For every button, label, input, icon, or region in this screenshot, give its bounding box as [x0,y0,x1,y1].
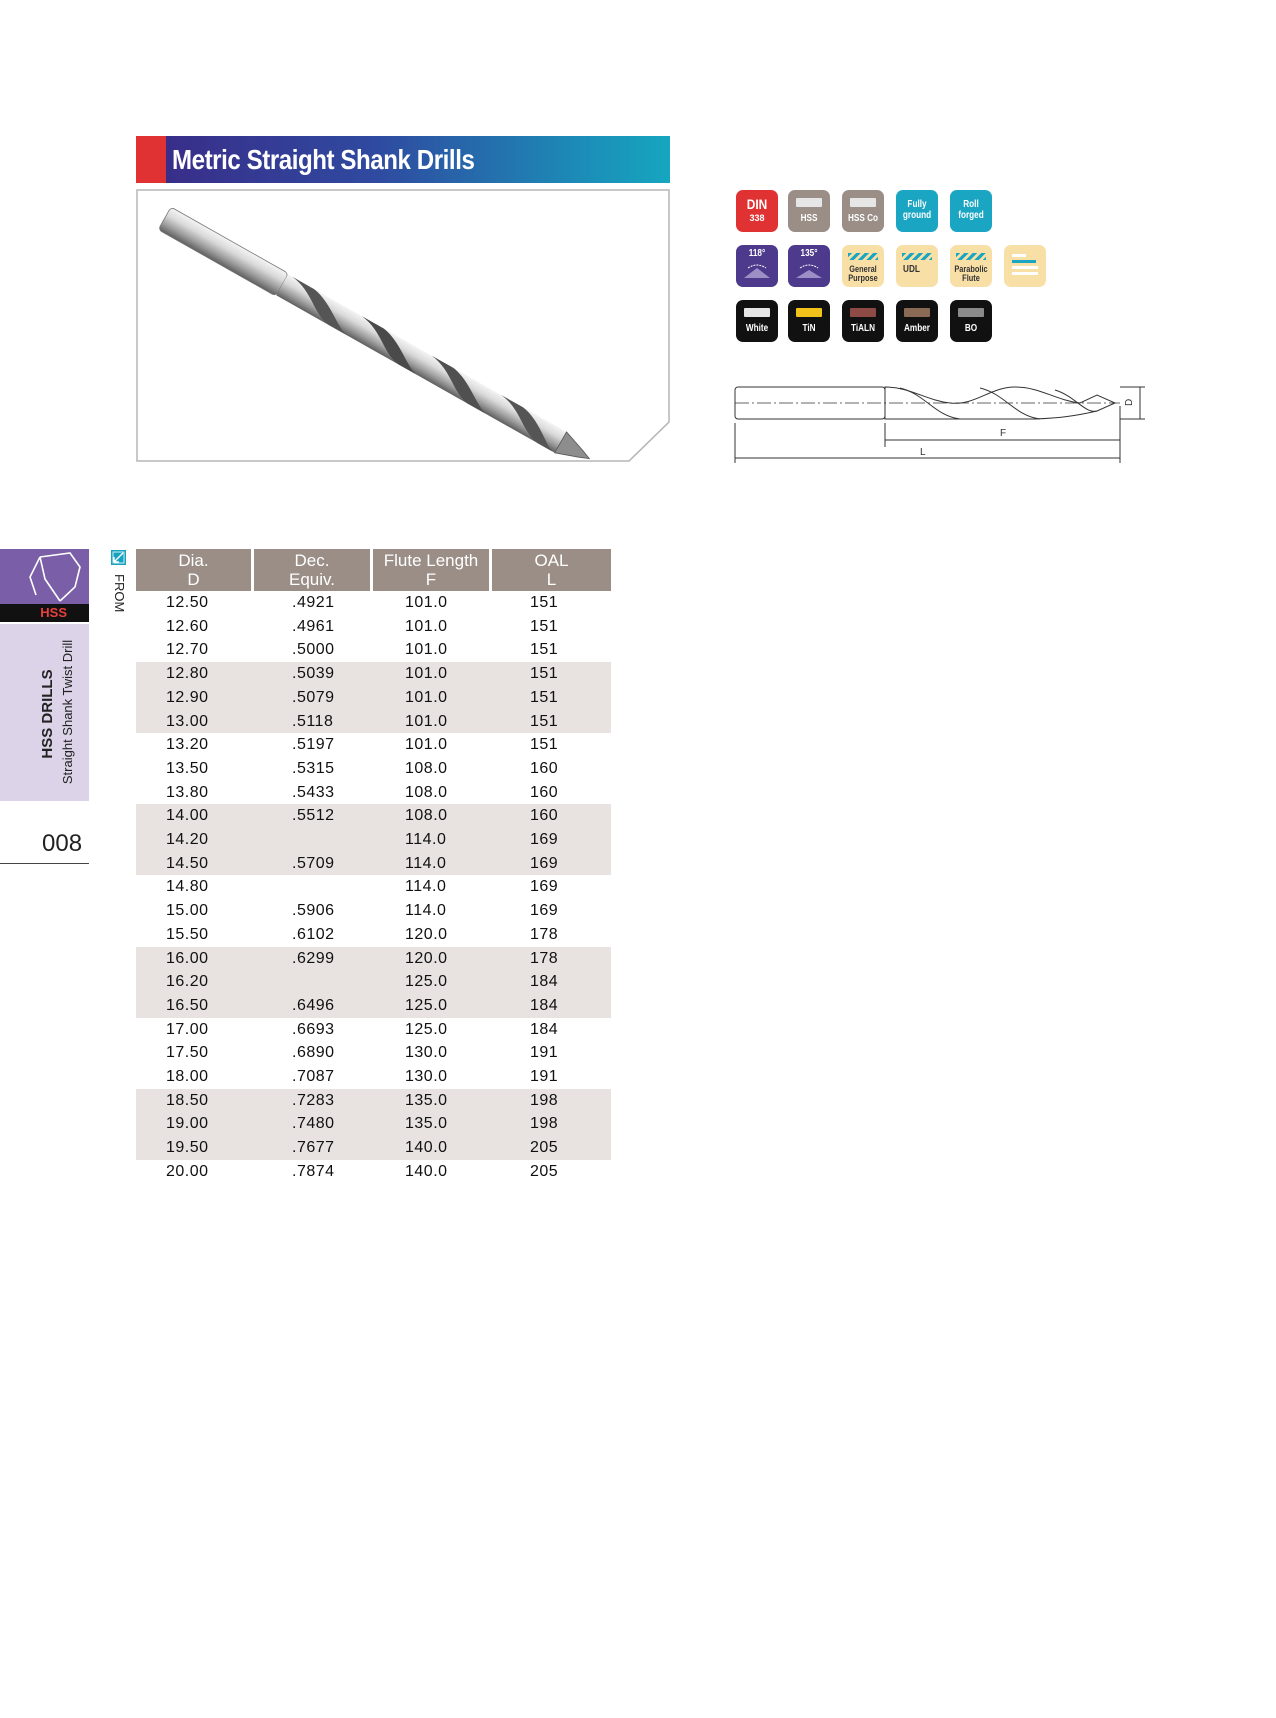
diameter-label: D [1124,398,1135,406]
cell-decimal-equivalent: .5079 [254,686,373,710]
cell-decimal-equivalent: .5709 [254,852,373,876]
cell-oal: 169 [492,852,611,876]
cell-oal: 151 [492,710,611,734]
header-diameter: Dia. D [136,549,254,591]
page-number: 008 [42,830,83,857]
cell-flute-length: 125.0 [405,1020,448,1038]
cell-decimal-equivalent: .5906 [292,902,335,920]
udl-icon [896,245,938,287]
table-row [136,1018,611,1042]
cell-oal: 169 [530,902,559,920]
cell-oal: 151 [530,617,559,635]
cell-flute-length: 101.0 [405,617,448,635]
cell-decimal-equivalent: .7874 [292,1162,335,1180]
cell-decimal-equivalent: .7677 [254,1136,373,1160]
table-row [136,1089,611,1113]
cell-decimal-equivalent: .6693 [292,1020,335,1038]
cell-diameter: 13.80 [166,783,209,801]
roll-forged-icon [950,190,992,232]
from-label: FROM [112,574,127,613]
side-tab-badge: HSS [40,605,67,620]
point-118-label: 118° [748,248,766,259]
cell-diameter: 20.00 [166,1162,209,1180]
cell-flute-length: 135.0 [373,1112,492,1136]
tin-label: TiN [802,323,816,334]
cell-diameter: 14.20 [136,828,254,852]
cell-decimal-equivalent: .6890 [292,1044,335,1062]
parabolic-flute-label: Parabolic Flute [954,264,988,283]
hss-label: HSS [800,213,818,224]
cell-flute-length: 108.0 [405,783,448,801]
cell-oal: 151 [530,594,559,611]
side-tab-subcategory: Straight Shank Twist Drill [60,639,75,785]
cell-oal: 160 [530,783,559,801]
point-135-icon [788,245,830,287]
general-purpose-label: General Purpose [848,264,878,283]
table-header-row [136,549,611,591]
cell-flute-length: 101.0 [405,736,448,754]
parabolic-flute-icon [950,245,992,287]
title-accent [136,136,166,183]
cell-decimal-equivalent: .5315 [292,759,335,777]
fully-ground-label: Fully ground [902,199,932,221]
table-row [136,828,611,852]
cell-flute-length: 125.0 [373,970,492,994]
cell-decimal-equivalent: .5039 [254,662,373,686]
side-tab-header [0,549,89,604]
cell-oal: 191 [530,1068,559,1086]
cell-flute-length: 101.0 [373,710,492,734]
cell-decimal-equivalent [254,875,373,899]
cell-diameter: 16.00 [136,947,254,971]
table-row [136,804,611,828]
cell-diameter: 14.00 [136,804,254,828]
cell-oal: 160 [530,759,559,777]
cell-diameter: 12.90 [136,686,254,710]
side-tab-labels [0,624,89,801]
flute-length-label: F [1000,428,1007,439]
cell-decimal-equivalent: .7283 [254,1089,373,1113]
cell-diameter: 14.80 [166,878,209,896]
din-icon [736,190,778,232]
cell-oal: 169 [530,878,559,896]
cell-flute-length: 130.0 [405,1068,448,1086]
cell-diameter: 16.20 [136,970,254,994]
udl-label: UDL [903,264,920,275]
tialn-coating-icon [842,300,884,342]
cell-diameter: 12.50 [166,594,209,611]
hss-icon [788,190,830,232]
table-row [136,1160,611,1184]
table-row [136,662,611,686]
fully-ground-icon [896,190,938,232]
cell-diameter: 13.20 [166,736,209,754]
table-row [136,994,611,1018]
cell-diameter: 13.50 [166,759,209,777]
cell-oal: 151 [492,662,611,686]
cell-decimal-equivalent: .6102 [292,925,335,943]
from-arrow-icon [111,550,126,565]
table-row [136,875,611,899]
table-row [136,591,611,615]
tialn-label: TiALN [850,323,875,334]
cell-diameter: 16.50 [136,994,254,1018]
white-finish-icon [736,300,778,342]
cell-oal: 184 [492,994,611,1018]
table-row [136,1112,611,1136]
overall-length-label: L [920,447,926,458]
cell-flute-length: 114.0 [405,902,447,920]
cell-flute-length: 101.0 [405,641,448,659]
cell-oal: 178 [492,947,611,971]
cell-decimal-equivalent: .5197 [292,736,335,754]
cell-diameter: 12.80 [136,662,254,686]
table-row [136,710,611,734]
cell-flute-length: 101.0 [373,686,492,710]
table-row [136,923,611,947]
table-row [136,686,611,710]
table-row [136,781,611,805]
header-flute-length: Flute Length F [373,549,492,591]
cell-oal: 198 [492,1089,611,1113]
cell-oal: 151 [530,736,559,754]
cell-decimal-equivalent: .4961 [292,617,335,635]
din-number: 338 [749,213,765,223]
cell-decimal-equivalent [254,828,373,852]
cell-diameter: 18.50 [136,1089,254,1113]
table-row [136,852,611,876]
white-label: White [745,323,769,334]
hss-co-icon [842,190,884,232]
cell-decimal-equivalent: .7480 [254,1112,373,1136]
page-number-rule [0,863,89,864]
header-decimal-equivalent: Dec. Equiv. [254,549,373,591]
cell-flute-length: 101.0 [405,594,448,611]
cell-oal: 151 [492,686,611,710]
general-purpose-icon [842,245,884,287]
cell-diameter: 13.00 [136,710,254,734]
tin-coating-icon [788,300,830,342]
cell-diameter: 17.00 [166,1020,209,1038]
cell-flute-length: 135.0 [373,1089,492,1113]
cell-decimal-equivalent: .5433 [292,783,335,801]
cell-flute-length: 120.0 [405,925,448,943]
cell-diameter: 12.60 [166,617,209,635]
cell-decimal-equivalent [254,970,373,994]
cell-oal: 169 [492,828,611,852]
length-series-icon [1004,245,1046,287]
cell-flute-length: 114.0 [373,852,492,876]
page-title: Metric Straight Shank Drills [172,144,475,175]
cell-oal: 184 [492,970,611,994]
point-135-label: 135° [800,248,818,259]
drill-dimension-drawing [725,378,1145,463]
cell-flute-length: 140.0 [405,1162,448,1180]
cell-oal: 205 [530,1162,559,1180]
cell-decimal-equivalent: .7087 [292,1068,335,1086]
cell-decimal-equivalent: .6299 [254,947,373,971]
cell-flute-length: 108.0 [373,804,492,828]
cell-oal: 178 [530,925,559,943]
cell-decimal-equivalent: .5000 [292,641,335,659]
table-row [136,1065,611,1089]
table-row [136,899,611,923]
amber-label: Amber [904,323,930,334]
cell-diameter: 15.50 [166,925,209,943]
cell-diameter: 15.00 [166,902,209,920]
cell-decimal-equivalent: .6496 [254,994,373,1018]
cell-diameter: 17.50 [166,1044,209,1062]
table-row [136,757,611,781]
cell-oal: 198 [492,1112,611,1136]
cell-diameter: 18.00 [166,1068,209,1086]
table-row [136,970,611,994]
spec-table [136,549,611,1184]
table-row [136,615,611,639]
cell-flute-length: 120.0 [373,947,492,971]
cell-flute-length: 140.0 [373,1136,492,1160]
bo-finish-icon [950,300,992,342]
table-row [136,1041,611,1065]
hss-co-label: HSS Co [847,213,879,224]
cell-oal: 184 [530,1020,559,1038]
amber-finish-icon [896,300,938,342]
cell-flute-length: 130.0 [405,1044,448,1062]
drill-point-icon [0,549,89,604]
point-118-icon [736,245,778,287]
din-label: DIN [746,196,768,212]
cell-flute-length: 108.0 [405,759,448,777]
cell-oal: 160 [492,804,611,828]
cell-oal: 151 [530,641,559,659]
cell-diameter: 12.70 [166,641,209,659]
header-oal: OAL L [492,549,611,591]
cell-flute-length: 114.0 [373,828,492,852]
cell-flute-length: 114.0 [405,878,447,896]
cell-diameter: 14.50 [136,852,254,876]
cell-decimal-equivalent: .5118 [254,710,373,734]
cell-diameter: 19.00 [136,1112,254,1136]
cell-diameter: 19.50 [136,1136,254,1160]
cell-flute-length: 101.0 [373,662,492,686]
roll-forged-label: Roll forged [958,199,984,221]
cell-decimal-equivalent: .4921 [292,594,335,611]
cell-oal: 205 [492,1136,611,1160]
table-row [136,1136,611,1160]
cell-flute-length: 125.0 [373,994,492,1018]
bo-label: BO [964,323,978,334]
table-row [136,638,611,662]
table-row [136,947,611,971]
cell-decimal-equivalent: .5512 [254,804,373,828]
table-row [136,733,611,757]
drill-product-image [136,189,670,462]
cell-oal: 191 [530,1044,559,1062]
side-tab-category: HSS DRILLS [39,669,56,759]
